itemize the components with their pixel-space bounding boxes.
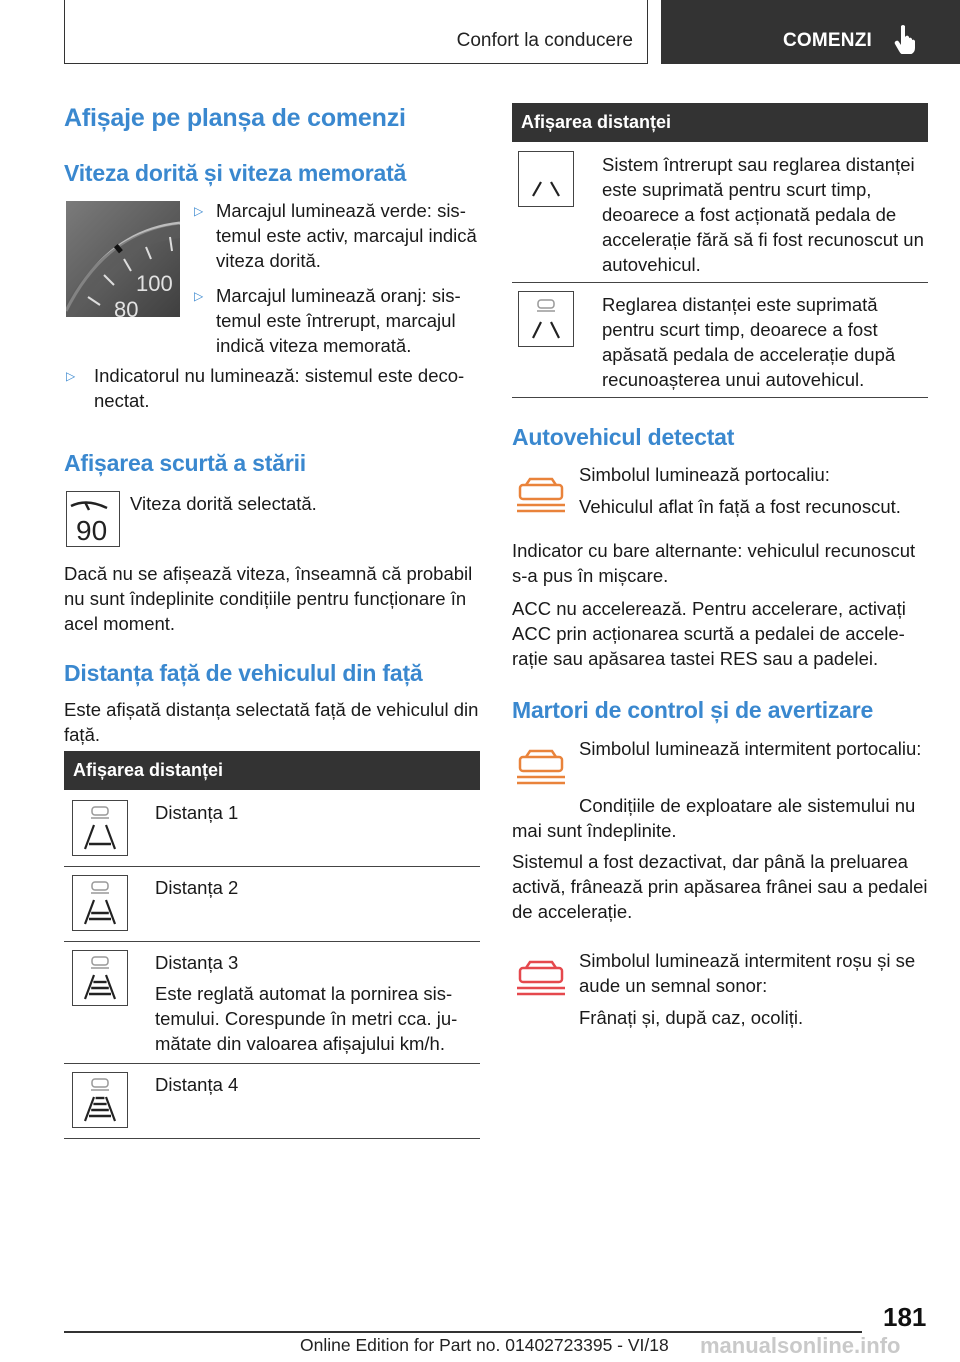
distance-1-icon: [72, 800, 128, 856]
distance-4-label: Distanța 4: [155, 1074, 239, 1095]
list-item: ▷ Marcajul luminează oranj: sistemul este întrerupt, marcajul indică viteza memorată.: [194, 285, 461, 356]
vehicle-line-1: Simbolul luminează portocaliu:: [579, 464, 830, 485]
row-divider: [64, 1063, 480, 1064]
distance-interrupted-text: Sistem întrerupt sau reglarea distanței este suprimată pentru scurt timp, deoarece a fost acționată pedala de accelerație fără să fi fost recunoscut un autovehicul.: [602, 154, 924, 275]
distance-suppressed-text: Reglarea distanței este suprimată pentru scurt timp, deoarece a fost apăsată pedala de accelerație după recunoașterea unui autovehicul.: [602, 294, 896, 390]
warning1-paragraph: Sistemul a fost dezactivat, dar până la preluarea activă, frânează prin apăsarea frânei sau a pedalei de accelerație.: [512, 851, 928, 922]
distance-3-icon: [72, 950, 128, 1006]
speedometer-image: [66, 201, 180, 317]
distance-4-icon: [72, 1072, 128, 1128]
vehicle-detected-orange-icon: [514, 475, 568, 515]
distance-text: Este afișată distanța selectată față de vehiculul din față.: [64, 699, 479, 745]
chapter-title: COMENZI: [783, 30, 873, 51]
warning1-line-2: Condițiile de exploatare ale sistemului nu mai sunt îndeplinite.: [512, 795, 916, 841]
speed-heading: Viteza dorită și viteza memorată: [64, 160, 407, 186]
page-number: 181: [883, 1302, 927, 1332]
distance-2-icon: [72, 875, 128, 931]
triangle-bullet-icon: ▷: [66, 369, 76, 383]
vehicle-warning-orange-icon: [514, 747, 568, 787]
warning2-line-2: Frânați și, după caz, ocoliți.: [579, 1007, 804, 1028]
distance-3-note: Este reglată automat la pornirea sistemului. Corespunde în metri cca. jumătate din valoarea afișajului km/h.: [155, 983, 458, 1054]
distance-2-label: Distanța 2: [155, 877, 239, 898]
vehicle-heading: Autovehicul detectat: [512, 424, 735, 450]
row-divider: [64, 941, 480, 942]
warning-heading: Martori de control și de avertizare: [512, 697, 874, 723]
vehicle-line-2: Vehiculul aflat în față a fost recunoscut.: [579, 496, 901, 517]
distance-table-header-right: Afișarea distanței: [512, 103, 928, 142]
triangle-bullet-icon: ▷: [194, 289, 204, 303]
row-divider: [512, 397, 928, 398]
speed-note: Dacă nu se afișează viteza, înseamnă că probabil nu sunt îndeplinite condițiile pentru funcționare în acel moment.: [64, 563, 473, 634]
warning1-line-1: Simbolul luminează intermitent portocaliu:: [579, 738, 922, 759]
distance-table-header: Afișarea distanței: [64, 751, 480, 790]
vehicle-warning-red-icon: [514, 958, 568, 998]
set-speed-icon-box: [66, 491, 120, 547]
row-divider: [64, 1138, 480, 1139]
pointing-hand-icon: [893, 24, 919, 54]
distance-1-label: Distanța 1: [155, 802, 239, 823]
warning2-line-1: Simbolul luminează intermitent roșu și se aude un semnal sonor:: [579, 950, 916, 996]
edition-text: Online Edition for Part no. 01402723395 - VI/18: [300, 1335, 669, 1355]
watermark: manualsonline.info: [700, 1333, 901, 1358]
short-status-heading: Afișarea scurtă a stării: [64, 450, 306, 476]
vehicle-paragraph-1: Indicator cu bare alternante: vehiculul recunoscut s-a pus în mișcare.: [512, 540, 916, 586]
vehicle-paragraph-2: ACC nu accelerează. Pentru accelerare, activați ACC prin acționarea scurtă a pedalei de accelerație sau apăsarea tastei RES sau a padelei.: [512, 598, 906, 669]
row-divider: [512, 282, 928, 283]
short-status-text: Viteza dorită selectată.: [130, 493, 317, 514]
row-divider: [64, 866, 480, 867]
distance-3-label: Distanța 3: [155, 952, 239, 973]
list-item: ▷ Marcajul luminează verde: sistemul este activ, marcajul indică viteza dorită.: [194, 200, 477, 271]
gauge-label-100: 100: [136, 271, 173, 296]
distance-heading: Distanța față de vehiculul din față: [64, 660, 423, 686]
page-title: Afișaje pe planșa de comenzi: [64, 104, 406, 132]
list-item: ▷ Indicatorul nu luminează: sistemul este deconectat.: [66, 365, 465, 411]
gauge-label-80: 80: [114, 297, 139, 317]
chapter-tab: [661, 0, 960, 64]
triangle-bullet-icon: ▷: [194, 204, 204, 218]
section-tab: [64, 0, 648, 64]
distance-interrupted-icon: [518, 151, 574, 207]
distance-suppressed-icon: [518, 291, 574, 347]
section-title: Confort la conducere: [456, 30, 633, 51]
set-speed-value: 90: [76, 515, 108, 546]
set-speed-icon: [67, 492, 119, 546]
speedometer-icon: [66, 201, 180, 317]
